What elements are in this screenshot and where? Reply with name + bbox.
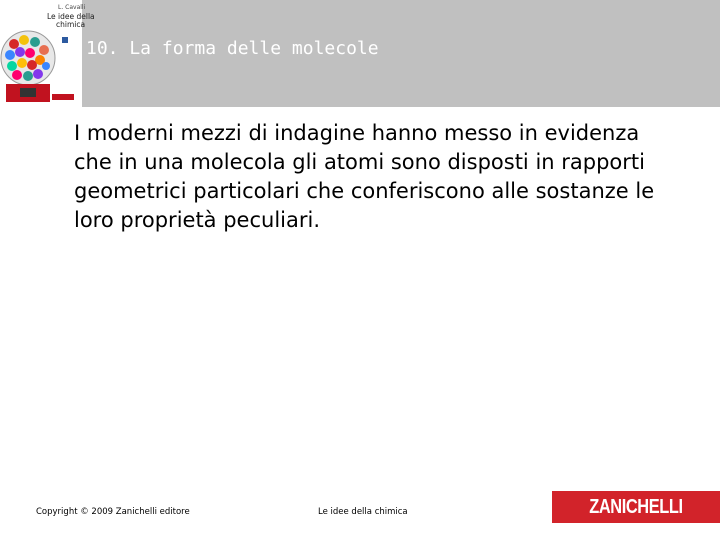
footer-book-title: Le idee della chimica (318, 507, 408, 517)
body-paragraph: I moderni mezzi di indagine hanno messo in evidenza che in una molecola gli atomi sono disposti in rapporti geometrici particolari che conferiscono alle sostanze le loro proprietà peculiari. (74, 121, 655, 232)
gumball-machine-illustration (0, 0, 95, 107)
footer-copyright: Copyright © 2009 Zanichelli editore (36, 507, 190, 517)
slide-title: 10. La forma delle molecole (86, 38, 379, 59)
cover-title-line1: Le idee della (47, 12, 95, 21)
cover-title-line2: chimica (56, 20, 86, 29)
publisher-logo (552, 491, 720, 523)
publisher-logo-text: ZANICHELLI (589, 495, 683, 518)
book-cover-image (0, 0, 95, 107)
svg-text:L. Cavalli: L. Cavalli (58, 4, 86, 11)
